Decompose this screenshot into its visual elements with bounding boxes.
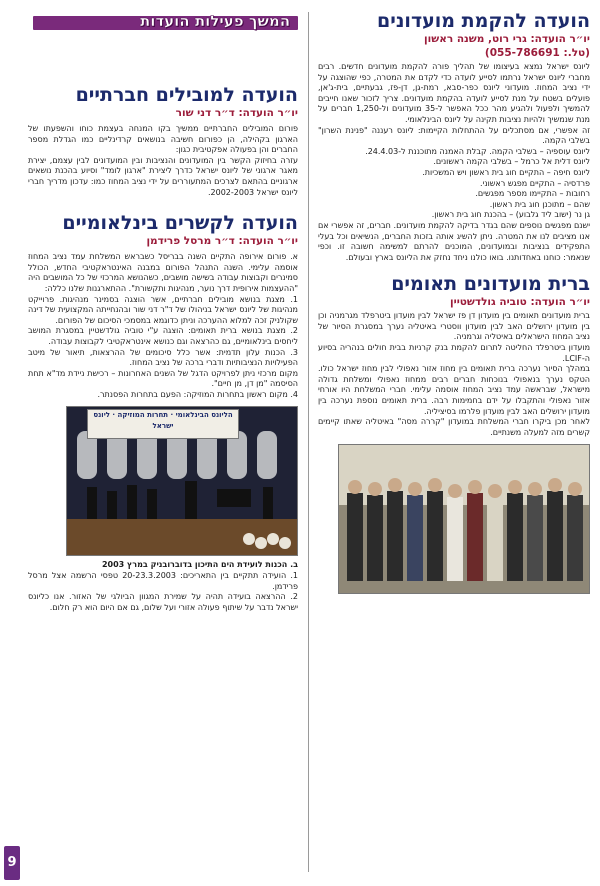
section-title-twin: ברית מועדונים תאומים (391, 273, 590, 296)
paragraph: ליונס ישראל נמצא בעיצומו של תהליך פורה להקמת מועדונים חדשים. רבים מחברי ליונס ישראל נרתמו לסייע לועדה כדי לקדם את המטרה, כפי שהוצגה על ידי נציב המחוז. מועדוני ליונס כפר-סבא, רמת-גן, דן-פז, גבעתיים, בית-ג'אן, פועלים בשטח על מנת לסייע לועדה בהקמת מועדונים. צריך לזכור שאנו חייבים להמשיך ולפעול ולהגיע מהר ככל האפשר ל-35 מועדונים ול-1,250 חברים על מנת שנמשיך ולהיות נציבות תקינה על ליונס הבינלאומי. (318, 62, 590, 124)
paragraph: ב. הכנות לועידת הים התיכון בדוברובניק במרץ 2003 (101, 560, 298, 570)
paragraph: גן נר (ישוב ליד גלבוע) – בהכנת חוג בית ראשון. (431, 210, 590, 220)
page-number-tab: 9 (4, 846, 20, 880)
paragraph: ליונס עוספיה – בשלבי הקמה. קבלת האמנה מתוכננת ל-24.4.03. (365, 146, 590, 156)
paragraph: במהלך הסיור נערכה ברית תאומים בין מחוז אזור נאפולי לבין מחוז ישראל כולו. הטקס נערך בנאפולי בנוכחות חברים רבים ממחוז נאפולי ומשלחת גדולה מישראל, שבראשה עמד נציב המחוז אוסמה עלימי. חברי המשלחת היו אורחי אזור נאפולי והתקבלו על ידם בחמימות רבה. ברית תאומים נוספת נערכה בין מועדון ירושלים האב לבין מועדון פלרמו בסיציליה. (318, 364, 590, 416)
paragraph: רחובות – התקיימו מספר מפגשים. (475, 189, 590, 199)
paragraph: ליונס חיפה – התקיים חוג בית ראשון ויש המשכיות. (422, 167, 590, 177)
banner-text: המשך פעילות הועדות (139, 12, 290, 30)
paragraph: 1. מצגת בנושא מובילים חברתיים, אשר הוצגה בסמינר מנהיגות. פרוייקט מנהיגות של ליונס ישראל בניהולו של ד"ר דני שור ובהנחייתה המקצועית של דינה שקולניק זכה למלוא ההערכה וניתן כדוגמא במסמכי הסיכום של הפורום. (28, 294, 298, 325)
paragraph: 3. הכנות עלון תדמית: אשר כלל סיכומים של ההרצאות, תיאור של מיטב הפעילויות הנציבותיות ודברי ברכה של נציב המחוז. (28, 347, 298, 368)
column-divider (308, 12, 309, 872)
section-title-clubs: הועדה להקמת מועדונים (377, 10, 590, 32)
paragraph: לאחר מכן ביקרו חברי המשלחת במועדון "קררה מסה" באיטליה שאתו קיימים קשרים מזה למעלה משנתיים. (318, 417, 590, 437)
section-international (28, 212, 298, 400)
section-social-leaders (28, 84, 298, 198)
phone-line: (טל.: 055-786691) (484, 47, 590, 59)
concert-photo (66, 406, 298, 556)
paragraph: 2. מצגת בנושא ברית תאומים: הוצגה ע"י טוביה גולדשטיין במסגרת המושב ליחסים בינלאומיים, גם כהרצאה וגם כנושא אינטראקטיבי לקבוצות עבודה. (28, 326, 298, 346)
section-title-international: הועדה לקשרים בינלאומיים (62, 212, 298, 235)
paragraph: מועדון ביטרפלד החליטה לתרום להקמת בנק קרניות בבית חולים בנהריה בסיוע ה-LCIF. (318, 343, 590, 363)
paragraph: פרדסיה – התקיים מפגש ראשוני. (480, 178, 590, 188)
paragraph: ליונס דלית אל כרמל – בשלבי הקמה ראשונים. (433, 157, 590, 167)
paragraph: ברית מועדונים תאומים בין מועדון דן פז ישראל לבין מועדון ביטרפלד מגרמניה וכן בין מועדון ירושלים האב לבין מועדון ווסטרי באיטליה נערך במסגרת הסיור של נציב המחוז הישראלים באיטליה וגרמניה. (318, 311, 590, 342)
left-column (28, 10, 298, 617)
right-column (318, 10, 590, 594)
paragraph: זה אפשרי, אם מסתכלים על ההתחלות הקיימות: ליונס רעננה "פנינת השרון" בשלבי הקמה. (318, 125, 590, 146)
group-photo (338, 444, 590, 594)
paragraph: 4. מקום ראשון בתחרות המוזיקה: הפעם בתחרות הפסנתר. (97, 389, 298, 399)
paragraph: פורום המובילים החברתיים ממשיך בקו המנחה בעצמת כוחו והשפעתו של הארגון בקהילה, הן כפורום חשיבה בנושאים קרדינליים כמו הגדלת מספר החברים והן בפעולה אפקטיבית כגון: (28, 124, 298, 155)
paragraph: מקום מרכזי ניתן לפרויקט הדגל של השנים האחרונות – רכישת ניידת מד"א תחת הסיסמה "מן דן, מן חיים". (28, 368, 298, 389)
section-title-leaders: הועדה למובילים חברתיים (75, 84, 298, 106)
paragraph: 2. ההרצאה בועידה תהיה על שמירת המגוון הביולגי של האזור. אנו כליונס ישראל נדבר על שיתוף פעולה אזורי ועל שלום, גם אם היום הוא רק חלום. (28, 592, 298, 612)
paragraph: עזרה בחיזוק הקשר בין המועדונים והנציבות ובין המועדונים לבין עצמם, יצירת מאגר ארגוני של ליונס ישראל כדרך ליצירת "ארגון לומד" וסיוע בהכנת נושאים ארגוניים בהתאם לצרכים המתעוררים על ידי נציב המחוז כמו: עדכון מדריך חברי ליונס ישראל 2002-2003. (28, 155, 298, 197)
stage-banner: הליונס הבינלאומי · תחרות המוזיקה · ליונס ישראל (87, 409, 239, 439)
section-mediterranean (28, 560, 298, 613)
chair-line: יו״ר הועדה: טוביה גולדשטיין (450, 296, 590, 309)
section-twin-clubs (318, 273, 590, 438)
paragraph: 1. הועידה תתקיים בין התאריכים: 20-23.3.2003 טפסי הרשמה אצל מרסל פרידמן. (28, 571, 299, 591)
chair-line: יו״ר הועדה: ד״ר דני שור (175, 107, 298, 119)
paragraph: ישנם מפגשים נוספים שהם בגדר בדיקה להקמת מועדונים. חברים, זה אפשרי אם אנו מציבים לנו את המטרה. ניתן להשיג אותה בזכות החברים, הנשיאים וכל בעלי התפקידים בנציבות ובמועדונים, המוכנים להרתם למשימה חשובה זו. וכפי שנאמר: כוחנו באחדותנו. בואו כולנו ניחד נחזק את הליונס בארץ ובעולם. (318, 220, 590, 262)
continuation-banner (28, 10, 298, 32)
chair-line: יו״ר הועדה: גרי רוט, משנה ראשון (424, 33, 590, 45)
paragraph: שהם – מתוכנן חוג בית ראשון. (489, 199, 590, 209)
chair-line: יו״ר הועדה: ד״ר מרסל פרידמן (146, 235, 298, 248)
paragraph: א. פורום אירופה התקיים השנה בבריסל כשבראש המשלחת עמד נציב המחוז אוסמה עלימי. השנה התנהל הפורום במבנה האינטראקטיבי החדש, הכולל סמינרים וקבוצות עבודה בשישה מושבים, כשהנושא המרכזי של כל המושבים היה "ההעצמות אירופית דרך נוער, מנהיגות ותקשורת". ההתארגנות שלנו כללה: (28, 252, 298, 293)
group-photo-illustration (339, 445, 589, 593)
section-clubs-establishment (318, 10, 590, 263)
